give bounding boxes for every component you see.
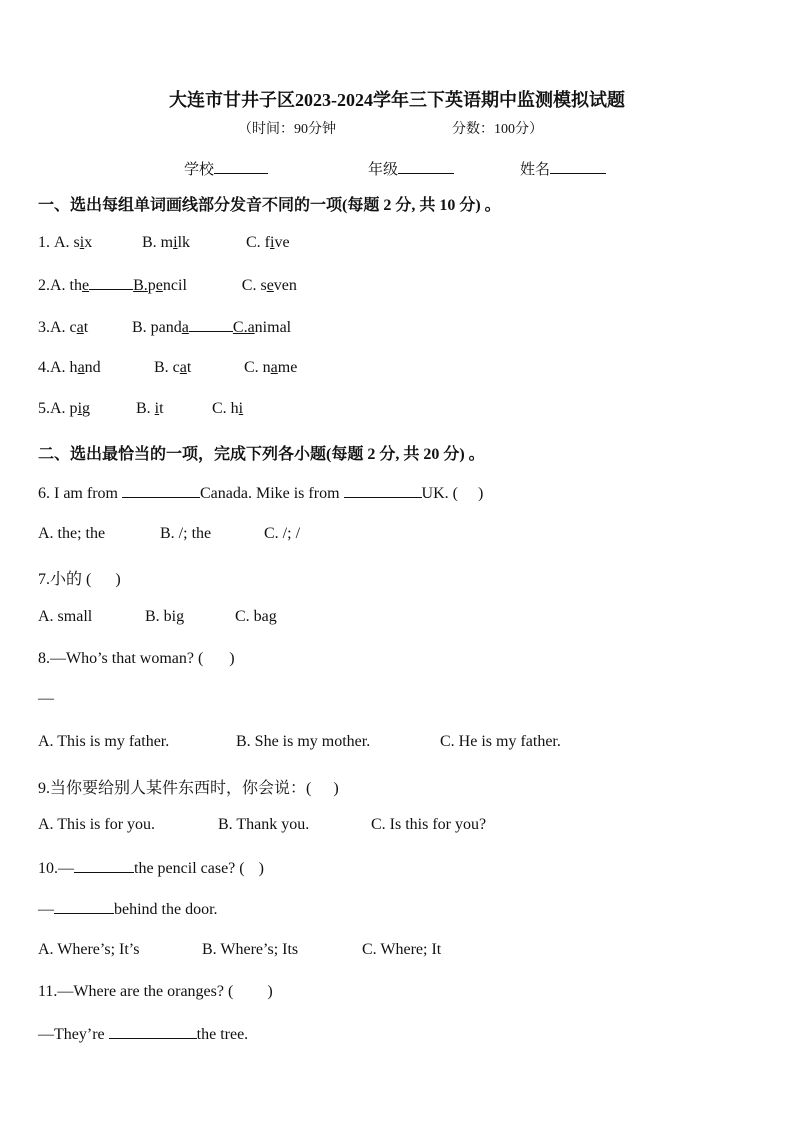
option-c[interactable]: C. bag bbox=[235, 608, 277, 625]
question-number: 5. bbox=[38, 400, 50, 417]
grade-blank[interactable] bbox=[398, 159, 454, 174]
name-field[interactable] bbox=[520, 158, 606, 179]
question-8-stem: 8.—Who’s that woman? ( bbox=[38, 650, 204, 667]
option-c[interactable]: C. Where; It bbox=[362, 941, 442, 958]
option-b[interactable]: B. it bbox=[136, 400, 164, 417]
option-a[interactable]: A. This is for you. bbox=[38, 816, 156, 833]
option-b[interactable]: B. cat bbox=[154, 359, 192, 376]
exam-score: 分数：100分） bbox=[452, 122, 543, 137]
answer-blank bbox=[189, 317, 233, 332]
option-c-letter[interactable]: C. bbox=[232, 319, 248, 336]
option-c[interactable]: C. He is my father. bbox=[440, 733, 561, 750]
option-c[interactable]: C. hi bbox=[212, 400, 244, 417]
option-c[interactable]: C. five bbox=[246, 234, 290, 251]
question-6-stem-a: 6. I am from bbox=[38, 485, 122, 502]
question-10-line-2: — behind the door. bbox=[38, 901, 218, 918]
question-10-stem: the pencil case? ( bbox=[134, 860, 245, 877]
question-3 bbox=[38, 317, 291, 337]
option-a[interactable]: A. This is my father. bbox=[38, 733, 170, 750]
option-a[interactable]: A. hand bbox=[50, 359, 101, 376]
answer-blank bbox=[89, 275, 133, 290]
option-a[interactable]: A. the; the bbox=[38, 525, 106, 542]
option-b[interactable]: B. /; the bbox=[160, 525, 212, 542]
question-7-options bbox=[38, 608, 277, 626]
question-11-stem: 11.—Where are the oranges? ( bbox=[38, 983, 234, 1000]
exam-time: （时间：90分钟 bbox=[238, 122, 336, 137]
answer-blank[interactable] bbox=[74, 858, 134, 873]
name-blank[interactable] bbox=[550, 159, 606, 174]
option-b[interactable]: B. She is my mother. bbox=[236, 733, 371, 750]
page-title: 大连市甘井子区2023-2024学年三下英语期中监测模拟试题 bbox=[169, 90, 625, 110]
grade-label: 年级 bbox=[368, 162, 399, 178]
question-7-stem: 7.小的 ( bbox=[38, 571, 92, 588]
question-4 bbox=[38, 359, 297, 377]
question-9-stem: 9.当你要给别人某件东西时，你会说：( bbox=[38, 780, 312, 797]
question-5 bbox=[38, 400, 243, 418]
question-9: 9.当你要给别人某件东西时，你会说：( ) bbox=[38, 780, 339, 797]
option-a[interactable]: A. small bbox=[38, 608, 93, 625]
section-1-title: 一、选出每组单词画线部分发音不同的一项(每题 2 分, 共 10 分) 。 bbox=[38, 197, 501, 214]
option-a[interactable]: A. cat bbox=[50, 319, 89, 336]
school-field[interactable] bbox=[184, 158, 268, 179]
option-a[interactable]: A. the bbox=[50, 277, 90, 294]
question-number: 1. bbox=[38, 234, 50, 251]
option-c[interactable]: C. seven bbox=[241, 277, 297, 294]
option-c[interactable]: C. /; / bbox=[264, 525, 301, 542]
question-8: 8.—Who’s that woman? ( ) bbox=[38, 650, 235, 667]
question-7: 7.小的 ( ) bbox=[38, 571, 121, 588]
question-1 bbox=[38, 234, 290, 252]
option-a[interactable]: A. six bbox=[54, 234, 93, 251]
option-b[interactable]: B. Thank you. bbox=[218, 816, 310, 833]
option-b[interactable]: B. milk bbox=[142, 234, 191, 251]
question-number: 10.— bbox=[38, 860, 74, 877]
school-blank[interactable] bbox=[214, 159, 268, 174]
option-c[interactable]: C. name bbox=[244, 359, 298, 376]
question-6-stem-b: Canada. Mike is from bbox=[199, 485, 344, 502]
answer-blank[interactable] bbox=[109, 1024, 197, 1039]
name-label: 姓名 bbox=[520, 162, 551, 178]
question-9-options bbox=[38, 816, 486, 834]
question-10-options bbox=[38, 941, 441, 959]
question-10: 10.— the pencil case? ( ) bbox=[38, 860, 264, 877]
question-11-line-2: —They’re the tree. bbox=[38, 1026, 249, 1043]
option-c[interactable]: C. Is this for you? bbox=[371, 816, 487, 833]
option-b[interactable]: pencil bbox=[147, 277, 187, 294]
option-c[interactable]: animal bbox=[247, 319, 292, 336]
grade-field[interactable] bbox=[368, 158, 454, 179]
question-6-options bbox=[38, 525, 300, 543]
question-number: 3. bbox=[38, 319, 50, 336]
question-6-stem-c: UK. ( bbox=[421, 485, 458, 502]
answer-blank[interactable] bbox=[122, 483, 200, 498]
option-b[interactable]: B. big bbox=[145, 608, 185, 625]
option-a[interactable]: A. Where’s; It’s bbox=[38, 941, 140, 958]
question-number: 4. bbox=[38, 359, 50, 376]
question-8-answer-line: — bbox=[38, 690, 54, 707]
answer-blank[interactable] bbox=[344, 483, 422, 498]
option-b[interactable]: B. panda bbox=[132, 319, 189, 336]
option-b[interactable]: B. Where’s; Its bbox=[202, 941, 299, 958]
section-2-title: 二、选出最恰当的一项，完成下列各小题(每题 2 分, 共 20 分) 。 bbox=[38, 446, 485, 463]
question-2 bbox=[38, 275, 297, 295]
question-6: 6. I am from Canada. Mike is from UK. ( ) bbox=[38, 485, 484, 502]
question-11: 11.—Where are the oranges? ( ) bbox=[38, 983, 273, 1000]
question-8-options bbox=[38, 733, 561, 751]
option-b-letter[interactable]: B. bbox=[133, 277, 148, 294]
option-a[interactable]: A. pig bbox=[50, 400, 91, 417]
answer-blank[interactable] bbox=[54, 899, 114, 914]
question-number: 2. bbox=[38, 277, 50, 294]
school-label: 学校 bbox=[184, 162, 215, 178]
